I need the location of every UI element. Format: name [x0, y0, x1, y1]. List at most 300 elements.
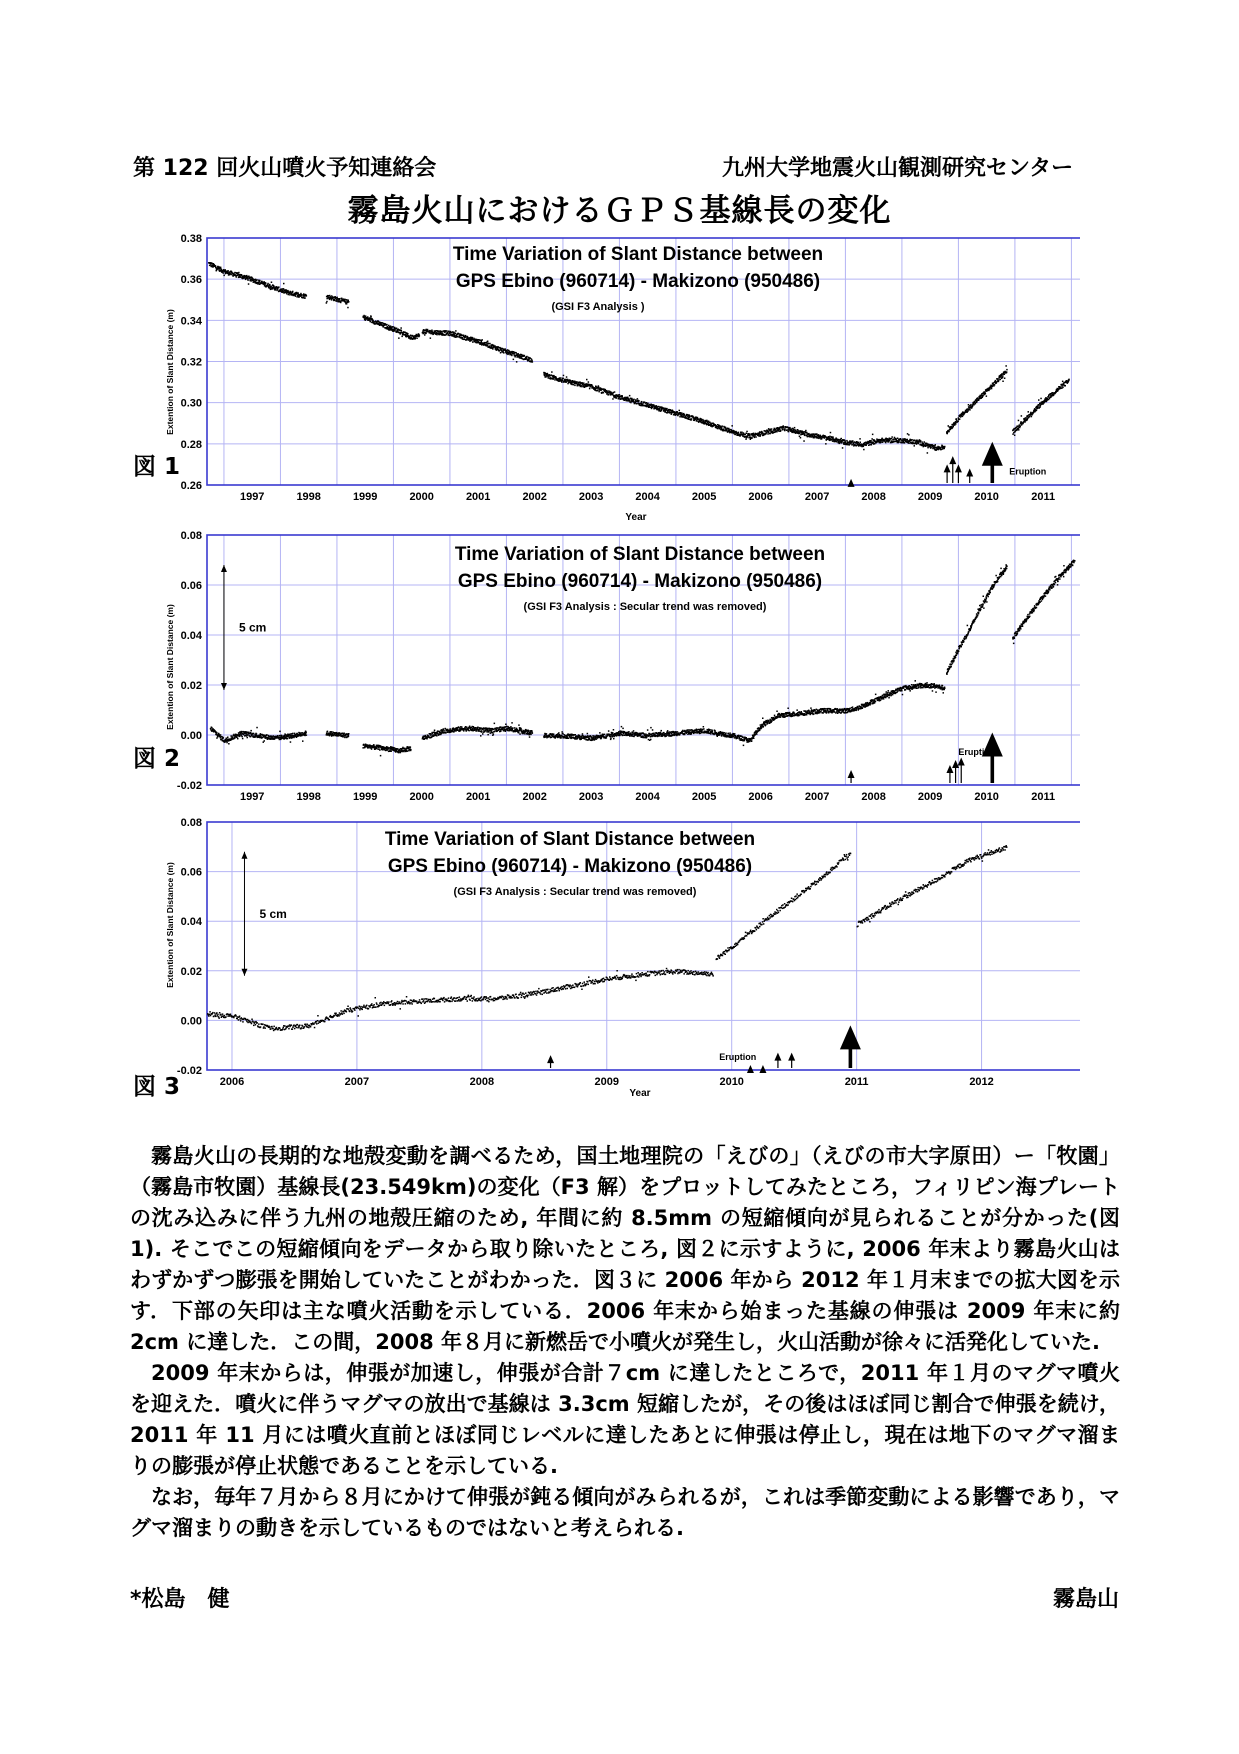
data-point	[279, 731, 281, 733]
data-point	[455, 333, 457, 335]
data-point	[362, 747, 364, 749]
data-point	[1029, 416, 1031, 418]
data-point	[759, 431, 761, 433]
data-point	[295, 295, 297, 297]
data-point	[899, 441, 901, 443]
data-point	[663, 408, 665, 410]
data-point	[239, 736, 241, 738]
data-point	[279, 735, 281, 737]
data-point	[881, 438, 883, 440]
data-point	[647, 729, 649, 731]
data-point	[829, 436, 831, 438]
data-point	[246, 275, 248, 277]
data-point	[511, 722, 513, 724]
data-point	[454, 335, 456, 337]
data-point	[407, 333, 409, 335]
data-point	[492, 732, 494, 734]
data-point	[1037, 406, 1039, 408]
data-point	[289, 734, 291, 736]
data-point	[524, 733, 526, 735]
meeting-header: 第 122 回火山噴火予知連絡会	[133, 156, 437, 181]
data-point	[1027, 419, 1029, 421]
data-point	[389, 750, 391, 752]
data-point	[384, 749, 386, 751]
data-point	[242, 738, 244, 740]
data-point	[264, 284, 266, 286]
figure-1-title-line2: GPS Ebino (960714) - Makizono (950486)	[455, 271, 821, 292]
data-point	[587, 733, 589, 735]
data-point	[622, 728, 624, 730]
data-point	[281, 736, 283, 738]
data-point	[829, 440, 831, 442]
data-point	[496, 729, 498, 731]
data-point	[475, 727, 477, 729]
data-point	[788, 431, 790, 433]
data-point	[633, 399, 635, 401]
data-point	[597, 390, 599, 392]
data-point	[304, 297, 306, 299]
data-point	[283, 283, 285, 285]
data-point	[458, 333, 460, 335]
data-point	[696, 729, 698, 731]
data-point	[711, 423, 713, 425]
data-point	[574, 385, 576, 387]
data-point	[562, 380, 564, 382]
data-point	[304, 735, 306, 737]
data-point	[629, 400, 631, 402]
data-point	[274, 738, 276, 740]
data-point	[636, 403, 638, 405]
data-point	[348, 301, 350, 303]
data-point	[582, 383, 584, 385]
data-point	[631, 735, 633, 737]
data-point	[250, 730, 252, 732]
data-point	[573, 384, 575, 386]
data-point	[783, 427, 785, 429]
data-point	[428, 735, 430, 737]
data-point	[341, 733, 343, 735]
data-point	[461, 726, 463, 728]
data-point	[935, 444, 937, 446]
data-point	[908, 443, 910, 445]
data-point	[246, 733, 248, 735]
data-point	[619, 394, 621, 396]
data-point	[1006, 369, 1008, 371]
data-point	[1068, 379, 1070, 381]
data-point	[379, 749, 381, 751]
data-point	[660, 734, 662, 736]
data-point	[347, 307, 349, 309]
data-point	[751, 437, 753, 439]
data-point	[703, 420, 705, 422]
data-point	[709, 422, 711, 424]
data-point	[418, 334, 420, 336]
data-point	[393, 326, 395, 328]
data-point	[484, 731, 486, 733]
data-point	[442, 332, 444, 334]
data-point	[581, 386, 583, 388]
data-point	[886, 438, 888, 440]
data-point	[228, 270, 230, 272]
data-point	[1000, 379, 1002, 381]
data-point	[703, 728, 705, 730]
xtick-label: 2004	[635, 491, 660, 503]
data-point	[211, 727, 213, 729]
xtick-label: 2007	[804, 491, 830, 503]
data-point	[216, 732, 218, 734]
xtick-label: 1997	[239, 491, 265, 503]
data-point	[760, 434, 762, 436]
data-point	[336, 297, 338, 299]
data-point	[863, 446, 865, 448]
ytick-label: 0.00	[180, 730, 202, 742]
data-point	[390, 325, 392, 327]
data-point	[265, 282, 267, 284]
data-point	[856, 445, 858, 447]
data-point	[500, 352, 502, 354]
data-point	[499, 350, 501, 352]
data-point	[603, 734, 605, 736]
data-point	[524, 355, 526, 357]
data-point	[549, 375, 551, 377]
data-point	[436, 735, 438, 737]
data-point	[989, 388, 991, 390]
data-point	[710, 733, 712, 735]
data-point	[762, 432, 764, 434]
xtick-label: 2008	[861, 491, 886, 503]
data-point	[519, 733, 521, 735]
data-point	[381, 746, 383, 748]
data-point	[587, 735, 589, 737]
data-point	[562, 378, 564, 380]
data-point	[874, 443, 876, 445]
data-point	[825, 443, 827, 445]
data-point	[390, 746, 392, 748]
data-point	[622, 396, 624, 398]
data-point	[305, 731, 307, 733]
data-point	[647, 403, 649, 405]
data-point	[667, 730, 669, 732]
data-point	[652, 729, 654, 731]
data-point	[962, 416, 964, 418]
data-point	[286, 293, 288, 295]
data-point	[765, 430, 767, 432]
data-point	[553, 375, 555, 377]
data-point	[373, 744, 375, 746]
xtick-label: 2005	[691, 791, 717, 802]
data-point	[391, 326, 393, 328]
data-point	[513, 359, 515, 361]
data-point	[885, 442, 887, 444]
ytick-label: 0.36	[180, 274, 202, 287]
data-point	[346, 303, 348, 305]
data-point	[247, 737, 249, 739]
ytick-label: 0.32	[180, 356, 202, 369]
data-point	[409, 336, 411, 338]
data-point	[967, 410, 969, 412]
data-point	[431, 732, 433, 734]
data-point	[474, 729, 476, 731]
data-point	[944, 448, 946, 450]
data-point	[740, 432, 742, 434]
data-point	[998, 381, 1000, 383]
data-point	[621, 726, 623, 728]
data-point	[679, 734, 681, 736]
data-point	[532, 732, 534, 734]
data-point	[241, 736, 243, 738]
data-point	[725, 427, 727, 429]
data-point	[624, 735, 626, 737]
data-point	[1062, 387, 1064, 389]
data-point	[566, 376, 568, 378]
data-point	[709, 729, 711, 731]
data-point	[731, 425, 733, 427]
data-point	[598, 385, 600, 387]
xtick-label: 2002	[522, 791, 547, 802]
data-point	[579, 735, 581, 737]
data-point	[622, 735, 624, 737]
data-point	[223, 275, 225, 277]
data-point	[441, 331, 443, 333]
data-point	[532, 361, 534, 363]
data-point	[897, 438, 899, 440]
data-point	[253, 733, 255, 735]
data-point	[415, 338, 417, 340]
data-point	[684, 734, 686, 736]
data-point	[526, 356, 528, 358]
data-point	[865, 445, 867, 447]
data-point	[571, 384, 573, 386]
data-point	[430, 733, 432, 735]
xtick-label: 2004	[635, 791, 660, 802]
data-point	[595, 736, 597, 738]
xtick-label: 1997	[239, 791, 265, 802]
data-point	[995, 380, 997, 382]
data-point	[713, 734, 715, 736]
data-point	[518, 732, 520, 734]
data-point	[613, 392, 615, 394]
data-point	[500, 727, 502, 729]
data-point	[472, 341, 474, 343]
data-point	[955, 421, 957, 423]
data-point	[619, 735, 621, 737]
data-point	[606, 737, 608, 739]
data-point	[786, 429, 788, 431]
data-point	[410, 749, 412, 751]
data-point	[487, 734, 489, 736]
data-point	[778, 430, 780, 432]
data-point	[348, 300, 350, 302]
data-point	[1037, 407, 1039, 409]
data-point	[563, 734, 565, 736]
data-point	[401, 330, 403, 332]
data-point	[530, 733, 532, 735]
data-point	[489, 343, 491, 345]
data-point	[1002, 377, 1004, 379]
data-point	[745, 438, 747, 440]
data-point	[618, 731, 620, 733]
data-point	[552, 378, 554, 380]
eruption-arrow-head	[982, 442, 1003, 466]
data-point	[695, 732, 697, 734]
data-point	[627, 397, 629, 399]
data-point	[287, 738, 289, 740]
data-point	[706, 420, 708, 422]
data-point	[616, 735, 618, 737]
data-point	[236, 736, 238, 738]
data-point	[831, 439, 833, 441]
figure-1-chart	[140, 232, 1080, 524]
data-point	[576, 381, 578, 383]
data-point	[235, 736, 237, 738]
data-point	[466, 730, 468, 732]
data-point	[811, 436, 813, 438]
data-point	[721, 425, 723, 427]
data-point	[588, 381, 590, 383]
xtick-label: 2003	[578, 791, 604, 802]
data-point	[216, 737, 218, 739]
data-point	[598, 387, 600, 389]
data-point	[424, 334, 426, 336]
data-point	[614, 391, 616, 393]
data-point	[275, 289, 277, 291]
data-point	[247, 279, 249, 281]
data-point	[297, 292, 299, 294]
data-point	[805, 430, 807, 432]
data-point	[401, 336, 403, 338]
data-point	[684, 414, 686, 416]
data-point	[1038, 399, 1040, 401]
data-point	[270, 286, 272, 288]
data-point	[455, 330, 457, 332]
data-point	[803, 431, 805, 433]
data-point	[414, 335, 416, 337]
data-point	[346, 299, 348, 301]
data-point	[749, 435, 751, 437]
data-point	[546, 733, 548, 735]
xtick-label: 2007	[804, 791, 830, 802]
data-point	[520, 729, 522, 731]
data-point	[868, 445, 870, 447]
data-point	[799, 436, 801, 438]
data-point	[794, 427, 796, 429]
data-point	[241, 274, 243, 276]
data-point	[767, 433, 769, 435]
data-point	[269, 284, 271, 286]
data-point	[904, 442, 906, 444]
ytick-label: 0.38	[180, 233, 202, 245]
data-point	[650, 727, 652, 729]
xtick-label: 2006	[748, 491, 773, 503]
data-point	[972, 406, 974, 408]
data-point	[618, 733, 620, 735]
data-point	[610, 738, 612, 740]
data-point	[891, 438, 893, 440]
data-point	[589, 738, 591, 740]
data-point	[746, 433, 748, 435]
data-point	[908, 434, 910, 436]
data-point	[852, 440, 854, 442]
data-point	[604, 734, 606, 736]
data-point	[497, 348, 499, 350]
data-point	[1014, 435, 1016, 437]
data-point	[838, 441, 840, 443]
data-point	[427, 329, 429, 331]
data-point	[846, 440, 848, 442]
data-point	[842, 447, 844, 449]
ytick-label: 0.06	[180, 580, 202, 592]
data-point	[348, 733, 350, 735]
data-point	[608, 730, 610, 732]
data-point	[561, 381, 563, 383]
ytick-label: -0.02	[176, 780, 202, 792]
data-point	[613, 729, 615, 731]
data-point	[683, 416, 685, 418]
data-point	[465, 335, 467, 337]
data-point	[960, 416, 962, 418]
data-point	[374, 323, 376, 325]
data-point	[784, 430, 786, 432]
data-point	[525, 359, 527, 361]
data-point	[637, 398, 639, 400]
data-point	[487, 344, 489, 346]
data-point	[457, 336, 459, 338]
data-point	[344, 737, 346, 739]
data-point	[608, 394, 610, 396]
eruption-arrow-head	[966, 469, 973, 477]
data-point	[661, 730, 663, 732]
data-point	[296, 733, 298, 735]
data-point	[1036, 410, 1038, 412]
data-point	[453, 731, 455, 733]
data-point	[758, 435, 760, 437]
data-point	[504, 348, 506, 350]
data-point	[628, 731, 630, 733]
data-point	[386, 324, 388, 326]
data-point	[975, 403, 977, 405]
data-point	[514, 356, 516, 358]
xtick-label: 2003	[578, 491, 604, 503]
data-point	[629, 395, 631, 397]
xtick-label: 2001	[465, 791, 491, 802]
data-point	[485, 730, 487, 732]
data-point	[425, 333, 427, 335]
data-point	[554, 379, 556, 381]
data-point	[1000, 376, 1002, 378]
data-point	[574, 738, 576, 740]
data-point	[948, 431, 950, 433]
data-point	[514, 727, 516, 729]
data-point	[455, 730, 457, 732]
data-point	[1018, 428, 1020, 430]
data-point	[271, 736, 273, 738]
xtick-label: 2009	[917, 491, 943, 503]
data-point	[278, 286, 280, 288]
data-point	[261, 281, 263, 283]
data-point	[503, 352, 505, 354]
data-point	[469, 726, 471, 728]
data-point	[642, 403, 644, 405]
data-point	[632, 734, 634, 736]
data-point	[432, 733, 434, 735]
data-point	[234, 737, 236, 739]
data-point	[521, 730, 523, 732]
data-point	[480, 735, 482, 737]
xtick-label: 2010	[974, 791, 999, 802]
data-point	[528, 731, 530, 733]
data-point	[656, 406, 658, 408]
data-point	[830, 432, 832, 434]
